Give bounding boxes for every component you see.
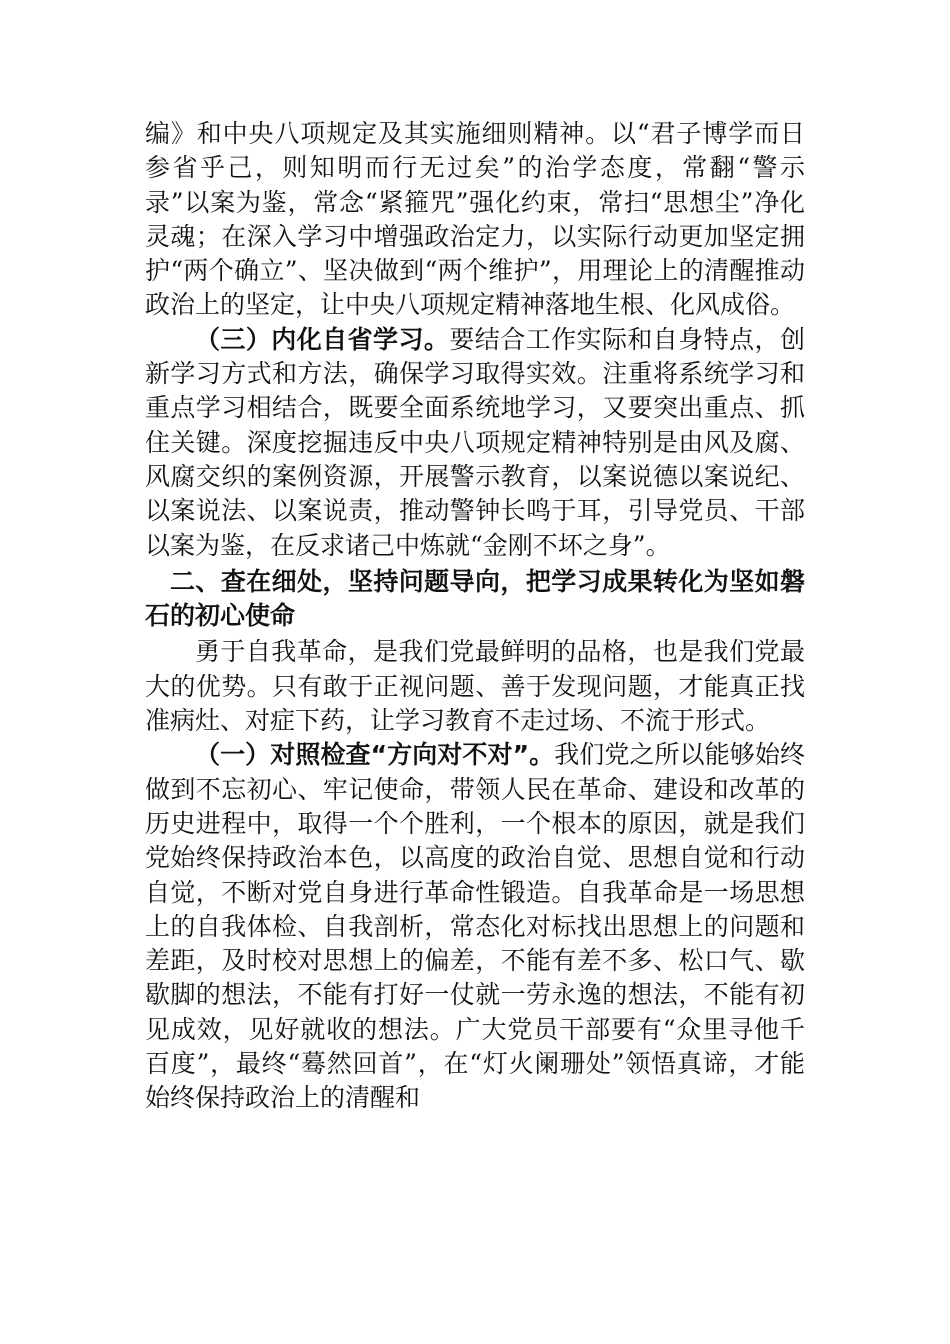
paragraph-continuation: 编》和中央八项规定及其实施细则精神。以“君子博学而日参省乎己，则知明而行无过矣”的治学态度，常翻“警示录”以案为鉴，常念“紧箍咒”强化约束，常扫“思想尘”净化灵魂；在深入学习中增强政治定力，以实际行动更加坚定拥护“两个确立”、坚决做到“两个维护”，用理论上的清醒推动政治上的坚定，让中央八项规定精神落地生根、化风成俗。 [145, 119, 805, 320]
section-2-heading: 二、查在细处，坚持问题导向，把学习成果转化为坚如磐石的初心使命 [145, 566, 805, 631]
subsection-3-paragraph [145, 323, 805, 563]
subsection-3-body: 要结合工作实际和自身特点，创新学习方式和方法，确保学习取得实效。注重将系统学习和重点学习相结合，既要全面系统地学习，又要突出重点、抓住关键。深度挖掘违反中央八项规定精神特别是由风及腐、风腐交织的案例资源，开展警示教育，以案说德以案说纪、以案说法、以案说责，推动警钟长鸣于耳，引导党员、干部以案为鉴，在反求诸己中炼就“金刚不坏之身”。 [145, 324, 805, 560]
subsection-1-title: （一）对照检查“方向对不对”。 [195, 740, 555, 770]
subsection-1-paragraph [145, 738, 805, 1115]
subsection-3-title: （三）内化自省学习。 [195, 324, 450, 354]
section-2-intro: 勇于自我革命，是我们党最鲜明的品格，也是我们党最大的优势。只有敢于正视问题、善于发现问题，才能真正找准病灶、对症下药，让学习教育不走过场、不流于形式。 [145, 637, 805, 736]
subsection-1-body: 我们党之所以能够始终做到不忘初心、牢记使命，带领人民在革命、建设和改革的历史进程中，取得一个个胜利，一个根本的原因，就是我们党始终保持政治本色，以高度的政治自觉、思想自觉和行动自觉，不断对党自身进行革命性锻造。自我革命是一场思想上的自我体检、自我剖析，常态化对标找出思想上的问题和差距，及时校对思想上的偏差，不能有差不多、松口气、歇歇脚的想法，不能有打好一仗就一劳永逸的想法，不能有初见成效，见好就收的想法。广大党员干部要有“众里寻他千百度”，最终“蓦然回首”，在“灯火阑珊处”领悟真谛，才能始终保持政治上的清醒和 [145, 740, 805, 1113]
document-body [145, 117, 805, 1116]
